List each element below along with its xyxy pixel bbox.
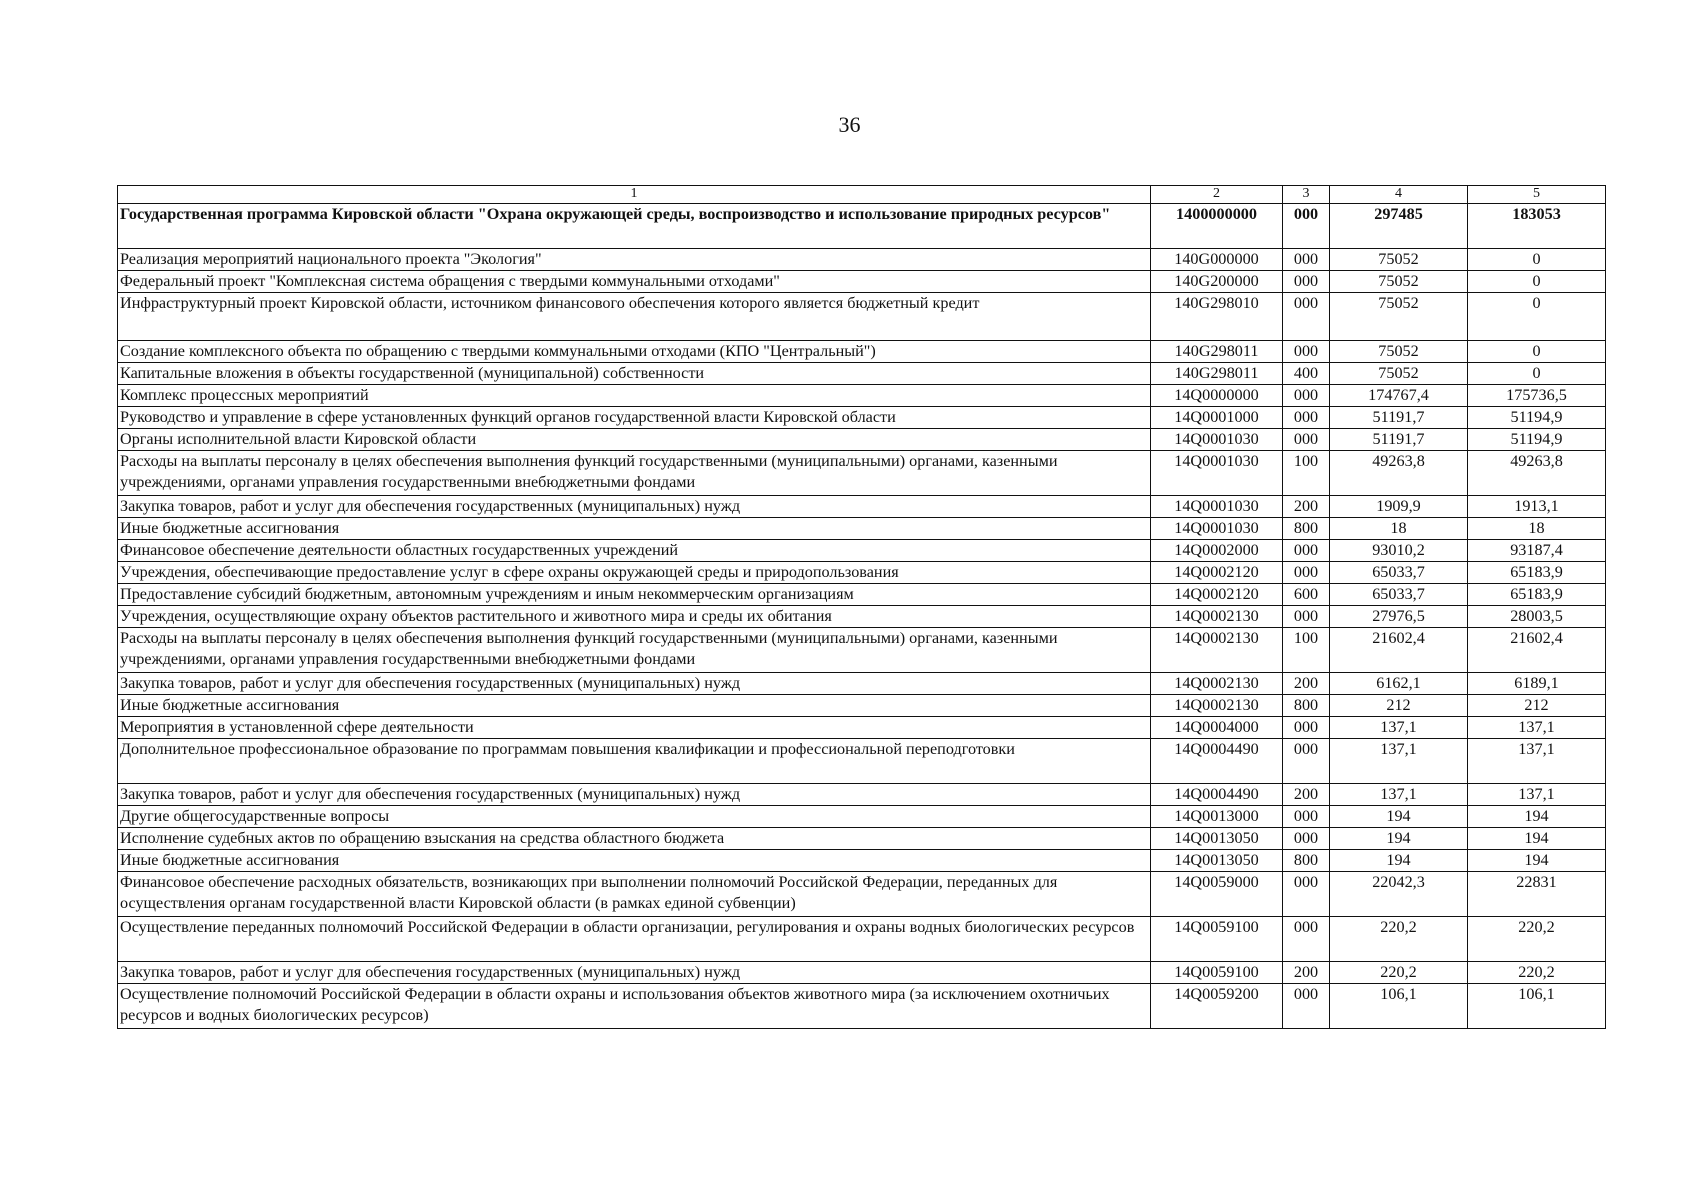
row-value-col5: 65183,9: [1468, 562, 1606, 584]
row-name: Иные бюджетные ассигнования: [118, 850, 1151, 872]
row-name: Комплекс процессных мероприятий: [118, 385, 1151, 407]
row-code: 140G200000: [1151, 271, 1283, 293]
row-value-col4: 137,1: [1330, 784, 1468, 806]
row-code: 14Q0002000: [1151, 540, 1283, 562]
row-value-col4: 27976,5: [1330, 606, 1468, 628]
row-expense-type: 000: [1283, 917, 1330, 962]
row-name: Органы исполнительной власти Кировской области: [118, 429, 1151, 451]
row-value-col4: 51191,7: [1330, 407, 1468, 429]
row-value-col5: 22831: [1468, 872, 1606, 917]
row-value-col4: 220,2: [1330, 962, 1468, 984]
column-number: 4: [1330, 186, 1468, 204]
row-value-col5: 18: [1468, 518, 1606, 540]
table-row: [118, 429, 1606, 451]
table-row: [118, 363, 1606, 385]
row-expense-type: 000: [1283, 806, 1330, 828]
row-name: Государственная программа Кировской области "Охрана окружающей среды, воспроизводство и использование природных ресурсов": [118, 204, 1151, 249]
row-name: Инфраструктурный проект Кировской области, источником финансового обеспечения которого является бюджетный кредит: [118, 293, 1151, 341]
row-expense-type: 800: [1283, 695, 1330, 717]
row-value-col4: 194: [1330, 850, 1468, 872]
row-value-col4: 297485: [1330, 204, 1468, 249]
row-value-col5: 28003,5: [1468, 606, 1606, 628]
table-row: [118, 518, 1606, 540]
table-row: [118, 828, 1606, 850]
row-code: 14Q0059200: [1151, 984, 1283, 1029]
row-code: 140G298011: [1151, 363, 1283, 385]
row-value-col4: 137,1: [1330, 739, 1468, 784]
table-row: [118, 806, 1606, 828]
row-expense-type: 000: [1283, 562, 1330, 584]
row-value-col5: 220,2: [1468, 917, 1606, 962]
row-expense-type: 000: [1283, 271, 1330, 293]
row-code: 14Q0001030: [1151, 496, 1283, 518]
row-name: Руководство и управление в сфере установленных функций органов государственной власти Кировской области: [118, 407, 1151, 429]
row-expense-type: 000: [1283, 429, 1330, 451]
row-value-col4: 51191,7: [1330, 429, 1468, 451]
row-value-col5: 21602,4: [1468, 628, 1606, 673]
row-expense-type: 000: [1283, 872, 1330, 917]
table-row: [118, 451, 1606, 496]
row-value-col5: 0: [1468, 341, 1606, 363]
row-value-col4: 194: [1330, 806, 1468, 828]
row-value-col5: 220,2: [1468, 962, 1606, 984]
row-name: Учреждения, обеспечивающие предоставление услуг в сфере охраны окружающей среды и природопользования: [118, 562, 1151, 584]
table-row: [118, 695, 1606, 717]
table-row: [118, 628, 1606, 673]
row-value-col4: 6162,1: [1330, 673, 1468, 695]
row-value-col4: 194: [1330, 828, 1468, 850]
row-value-col4: 21602,4: [1330, 628, 1468, 673]
row-value-col5: 49263,8: [1468, 451, 1606, 496]
row-value-col5: 137,1: [1468, 784, 1606, 806]
column-number: 2: [1151, 186, 1283, 204]
table-row: [118, 249, 1606, 271]
row-value-col4: 18: [1330, 518, 1468, 540]
row-value-col5: 6189,1: [1468, 673, 1606, 695]
column-header-row: [118, 186, 1606, 204]
row-name: Иные бюджетные ассигнования: [118, 518, 1151, 540]
row-name: Финансовое обеспечение расходных обязательств, возникающих при выполнении полномочий Российской Федерации, переданных для осуществления органам государственной власти Кировской области (в рамках единой субвенции): [118, 872, 1151, 917]
row-code: 14Q0004000: [1151, 717, 1283, 739]
table-row: [118, 341, 1606, 363]
row-value-col4: 106,1: [1330, 984, 1468, 1029]
row-name: Финансовое обеспечение деятельности областных государственных учреждений: [118, 540, 1151, 562]
table-row: [118, 562, 1606, 584]
row-value-col5: 0: [1468, 363, 1606, 385]
row-expense-type: 800: [1283, 850, 1330, 872]
row-name: Дополнительное профессиональное образование по программам повышения квалификации и профессиональной переподготовки: [118, 739, 1151, 784]
row-value-col4: 65033,7: [1330, 584, 1468, 606]
row-expense-type: 000: [1283, 341, 1330, 363]
row-code: 14Q0000000: [1151, 385, 1283, 407]
table-row: [118, 385, 1606, 407]
row-expense-type: 000: [1283, 739, 1330, 784]
row-value-col5: 175736,5: [1468, 385, 1606, 407]
table-row: [118, 717, 1606, 739]
row-expense-type: 000: [1283, 293, 1330, 341]
row-value-col5: 137,1: [1468, 739, 1606, 784]
row-expense-type: 000: [1283, 249, 1330, 271]
row-code: 14Q0001030: [1151, 451, 1283, 496]
row-name: Федеральный проект "Комплексная система обращения с твердыми коммунальными отходами": [118, 271, 1151, 293]
row-code: 14Q0002120: [1151, 562, 1283, 584]
row-value-col4: 212: [1330, 695, 1468, 717]
row-value-col5: 212: [1468, 695, 1606, 717]
row-value-col4: 75052: [1330, 249, 1468, 271]
page-number: 36: [838, 112, 861, 137]
row-code: 14Q0001030: [1151, 429, 1283, 451]
row-expense-type: 100: [1283, 451, 1330, 496]
table-row: [118, 293, 1606, 341]
row-value-col5: 137,1: [1468, 717, 1606, 739]
row-expense-type: 000: [1283, 828, 1330, 850]
row-code: 14Q0013050: [1151, 850, 1283, 872]
table-row: [118, 584, 1606, 606]
row-value-col5: 51194,9: [1468, 429, 1606, 451]
row-code: 14Q0059100: [1151, 962, 1283, 984]
row-value-col5: 0: [1468, 249, 1606, 271]
table-row: [118, 872, 1606, 917]
budget-table: [117, 185, 1606, 1029]
row-code: 14Q0002130: [1151, 695, 1283, 717]
row-expense-type: 000: [1283, 984, 1330, 1029]
row-name: Закупка товаров, работ и услуг для обеспечения государственных (муниципальных) нужд: [118, 496, 1151, 518]
table-row: [118, 540, 1606, 562]
row-code: 1400000000: [1151, 204, 1283, 249]
row-code: 14Q0059100: [1151, 917, 1283, 962]
row-value-col5: 0: [1468, 271, 1606, 293]
row-name: Расходы на выплаты персоналу в целях обеспечения выполнения функций государственными (муниципальными) органами, казенными учреждениями, органами управления государственными внебюджетными фондами: [118, 628, 1151, 673]
row-value-col5: 106,1: [1468, 984, 1606, 1029]
table-row: [118, 204, 1606, 249]
table-row: [118, 962, 1606, 984]
row-code: 14Q0002130: [1151, 673, 1283, 695]
column-number: 3: [1283, 186, 1330, 204]
row-value-col4: 75052: [1330, 293, 1468, 341]
row-name: Предоставление субсидий бюджетным, автономным учреждениям и иным некоммерческим организациям: [118, 584, 1151, 606]
row-code: 14Q0004490: [1151, 739, 1283, 784]
row-code: 14Q0004490: [1151, 784, 1283, 806]
table-row: [118, 850, 1606, 872]
row-code: 140G298010: [1151, 293, 1283, 341]
row-value-col5: 51194,9: [1468, 407, 1606, 429]
row-code: 140G000000: [1151, 249, 1283, 271]
row-name: Капитальные вложения в объекты государственной (муниципальной) собственности: [118, 363, 1151, 385]
row-expense-type: 000: [1283, 606, 1330, 628]
row-expense-type: 200: [1283, 784, 1330, 806]
row-name: Закупка товаров, работ и услуг для обеспечения государственных (муниципальных) нужд: [118, 673, 1151, 695]
row-name: Осуществление полномочий Российской Федерации в области охраны и использования объектов животного мира (за исключением охотничьих ресурсов и водных биологических ресурсов): [118, 984, 1151, 1029]
row-value-col4: 137,1: [1330, 717, 1468, 739]
row-code: 14Q0013050: [1151, 828, 1283, 850]
row-value-col5: 183053: [1468, 204, 1606, 249]
row-name: Другие общегосударственные вопросы: [118, 806, 1151, 828]
row-code: 140G298011: [1151, 341, 1283, 363]
row-name: Осуществление переданных полномочий Российской Федерации в области организации, регулирования и охраны водных биологических ресурсов: [118, 917, 1151, 962]
row-value-col5: 65183,9: [1468, 584, 1606, 606]
row-value-col5: 1913,1: [1468, 496, 1606, 518]
row-expense-type: 200: [1283, 962, 1330, 984]
row-value-col4: 75052: [1330, 363, 1468, 385]
row-code: 14Q0001000: [1151, 407, 1283, 429]
row-expense-type: 000: [1283, 540, 1330, 562]
column-number: 5: [1468, 186, 1606, 204]
row-expense-type: 600: [1283, 584, 1330, 606]
row-name: Иные бюджетные ассигнования: [118, 695, 1151, 717]
row-name: Закупка товаров, работ и услуг для обеспечения государственных (муниципальных) нужд: [118, 784, 1151, 806]
table-row: [118, 673, 1606, 695]
row-expense-type: 000: [1283, 407, 1330, 429]
table-row: [118, 739, 1606, 784]
row-expense-type: 200: [1283, 673, 1330, 695]
row-expense-type: 000: [1283, 385, 1330, 407]
row-name: Учреждения, осуществляющие охрану объектов растительного и животного мира и среды их обитания: [118, 606, 1151, 628]
row-code: 14Q0001030: [1151, 518, 1283, 540]
table-row: [118, 984, 1606, 1029]
row-value-col5: 194: [1468, 850, 1606, 872]
row-code: 14Q0059000: [1151, 872, 1283, 917]
table-row: [118, 784, 1606, 806]
row-name: Создание комплексного объекта по обращению с твердыми коммунальными отходами (КПО "Центральный"): [118, 341, 1151, 363]
row-value-col5: 93187,4: [1468, 540, 1606, 562]
row-code: 14Q0002120: [1151, 584, 1283, 606]
row-value-col4: 65033,7: [1330, 562, 1468, 584]
table-row: [118, 606, 1606, 628]
row-value-col4: 220,2: [1330, 917, 1468, 962]
row-expense-type: 100: [1283, 628, 1330, 673]
row-value-col5: 194: [1468, 806, 1606, 828]
row-expense-type: 000: [1283, 717, 1330, 739]
row-value-col5: 194: [1468, 828, 1606, 850]
row-value-col4: 49263,8: [1330, 451, 1468, 496]
row-code: 14Q0002130: [1151, 606, 1283, 628]
column-number: 1: [118, 186, 1151, 204]
table-row: [118, 496, 1606, 518]
row-value-col4: 75052: [1330, 271, 1468, 293]
table-row: [118, 271, 1606, 293]
row-value-col4: 22042,3: [1330, 872, 1468, 917]
row-value-col4: 75052: [1330, 341, 1468, 363]
row-value-col4: 1909,9: [1330, 496, 1468, 518]
row-expense-type: 400: [1283, 363, 1330, 385]
row-name: Закупка товаров, работ и услуг для обеспечения государственных (муниципальных) нужд: [118, 962, 1151, 984]
row-value-col5: 0: [1468, 293, 1606, 341]
row-name: Исполнение судебных актов по обращению взыскания на средства областного бюджета: [118, 828, 1151, 850]
row-name: Расходы на выплаты персоналу в целях обеспечения выполнения функций государственными (муниципальными) органами, казенными учреждениями, органами управления государственными внебюджетными фондами: [118, 451, 1151, 496]
row-expense-type: 800: [1283, 518, 1330, 540]
row-name: Реализация мероприятий национального проекта "Экология": [118, 249, 1151, 271]
row-code: 14Q0002130: [1151, 628, 1283, 673]
row-value-col4: 93010,2: [1330, 540, 1468, 562]
row-name: Мероприятия в установленной сфере деятельности: [118, 717, 1151, 739]
row-value-col4: 174767,4: [1330, 385, 1468, 407]
row-code: 14Q0013000: [1151, 806, 1283, 828]
table-row: [118, 917, 1606, 962]
table-row: [118, 407, 1606, 429]
row-expense-type: 000: [1283, 204, 1330, 249]
row-expense-type: 200: [1283, 496, 1330, 518]
